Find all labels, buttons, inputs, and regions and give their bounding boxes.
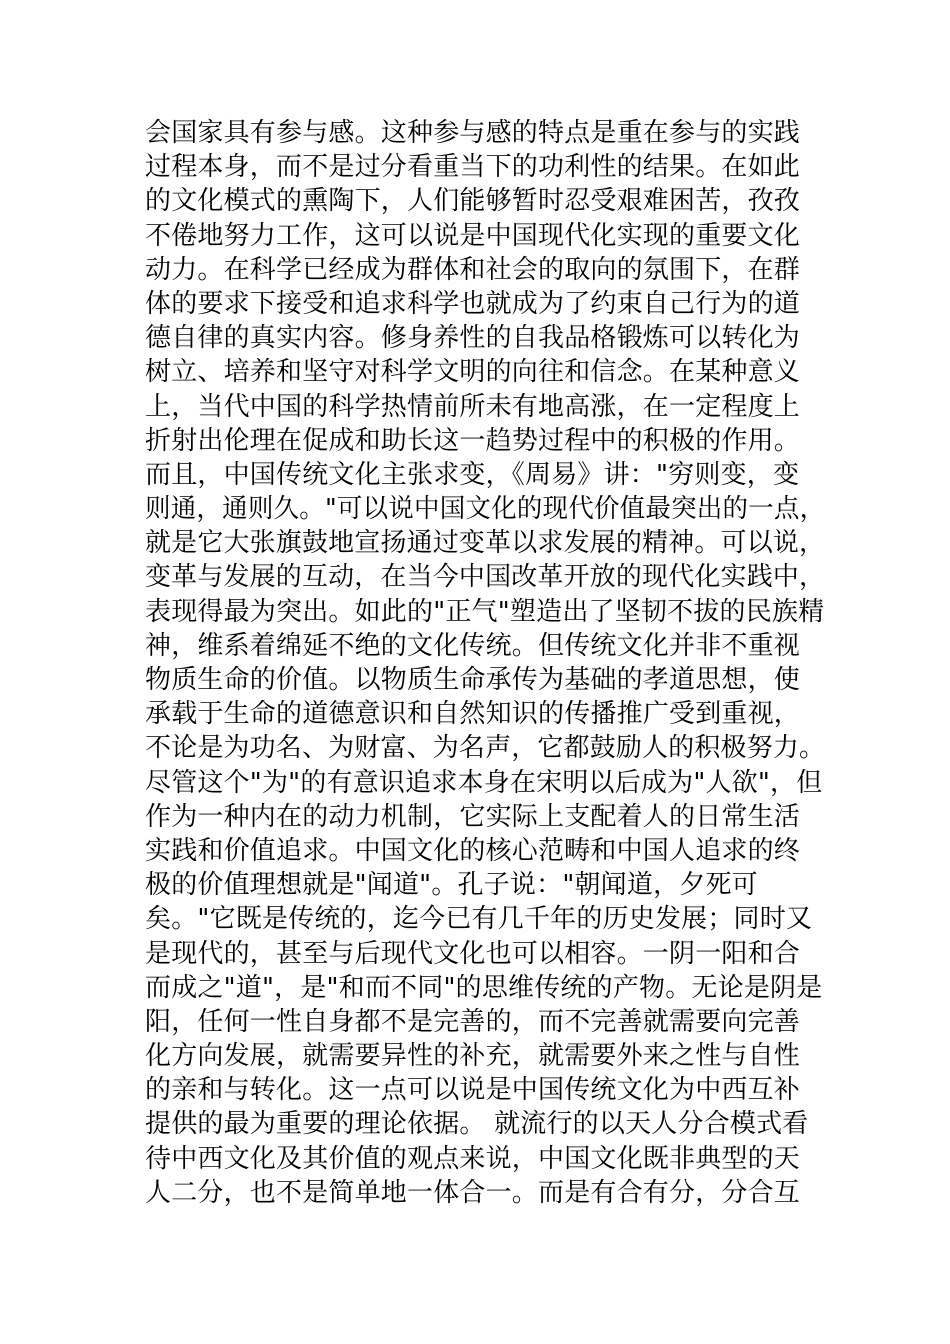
text-line: 德自律的真实内容。修身养性的自我品格锻炼可以转化为 <box>145 323 801 354</box>
text-line: 树立、培养和坚守对科学文明的向往和信念。在某种意义 <box>145 357 801 388</box>
text-line: 矣。"它既是传统的，迄今已有几千年的历史发展；同时又 <box>145 904 813 935</box>
text-line: 阳，任何一性自身都不是完善的，而不完善就需要向完善 <box>145 1006 801 1037</box>
text-line: 极的价值理想就是"闻道"。孔子说："朝闻道，夕死可 <box>145 870 758 901</box>
text-line: 动力。在科学已经成为群体和社会的取向的氛围下，在群 <box>145 254 801 285</box>
text-line: 表现得最为突出。如此的"正气"塑造出了坚韧不拔的民族精 <box>145 596 825 627</box>
text-line: 上，当代中国的科学热情前所未有地高涨，在一定程度上 <box>145 391 801 422</box>
text-line: 实践和价值追求。中国文化的核心范畴和中国人追求的终 <box>145 835 801 866</box>
text-line: 待中西文化及其价值的观点来说，中国文化既非典型的天 <box>145 1143 801 1174</box>
text-line: 而成之"道"，是"和而不同"的思维传统的产物。无论是阴是 <box>145 972 823 1003</box>
text-line: 则通，通则久。"可以说中国文化的现代价值最突出的一点， <box>145 494 826 525</box>
body-text <box>145 116 825 1210</box>
text-line: 就是它大张旗鼓地宣扬通过变革以求发展的精神。可以说， <box>145 528 826 559</box>
text-line: 人二分，也不是简单地一体合一。而是有合有分，分合互 <box>145 1177 801 1208</box>
text-line: 的亲和与转化。这一点可以说是中国传统文化为中西互补 <box>145 1075 801 1106</box>
text-line: 承载于生命的道德意识和自然知识的传播推广受到重视， <box>145 699 801 730</box>
text-line: 神，维系着绵延不绝的文化传统。但传统文化并非不重视 <box>145 630 801 661</box>
text-line: 变革与发展的互动，在当今中国改革开放的现代化实践中， <box>145 562 826 593</box>
text-line: 物质生命的价值。以物质生命承传为基础的孝道思想，使 <box>145 665 801 695</box>
text-line: 不论是为功名、为财富、为名声，它都鼓励人的积极努力。 <box>145 733 826 764</box>
text-line: 不倦地努力工作，这可以说是中国现代化实现的重要文化 <box>145 220 801 251</box>
text-line: 是现代的，甚至与后现代文化也可以相容。一阴一阳和合 <box>145 938 801 969</box>
text-line: 而且，中国传统文化主张求变，《周易》讲："穷则变，变 <box>145 459 800 490</box>
text-line: 会国家具有参与感。这种参与感的特点是重在参与的实践 <box>145 118 801 148</box>
text-line: 的文化模式的熏陶下，人们能够暂时忍受艰难困苦，孜孜 <box>145 186 801 217</box>
text-line: 化方向发展，就需要异性的补充，就需要外来之性与自性 <box>145 1041 801 1072</box>
text-line: 折射出伦理在促成和助长这一趋势过程中的积极的作用。 <box>145 425 801 456</box>
text-line: 提供的最为重要的理论依据。 就流行的以天人分合模式看 <box>145 1109 809 1140</box>
text-line: 体的要求下接受和追求科学也就成为了约束自己行为的道 <box>145 288 801 319</box>
text-line: 作为一种内在的动力机制，它实际上支配着人的日常生活 <box>145 801 801 832</box>
text-line: 过程本身，而不是过分看重当下的功利性的结果。在如此 <box>145 152 801 183</box>
text-line: 尽管这个"为"的有意识追求本身在宋明以后成为"人欲"，但 <box>145 767 823 798</box>
